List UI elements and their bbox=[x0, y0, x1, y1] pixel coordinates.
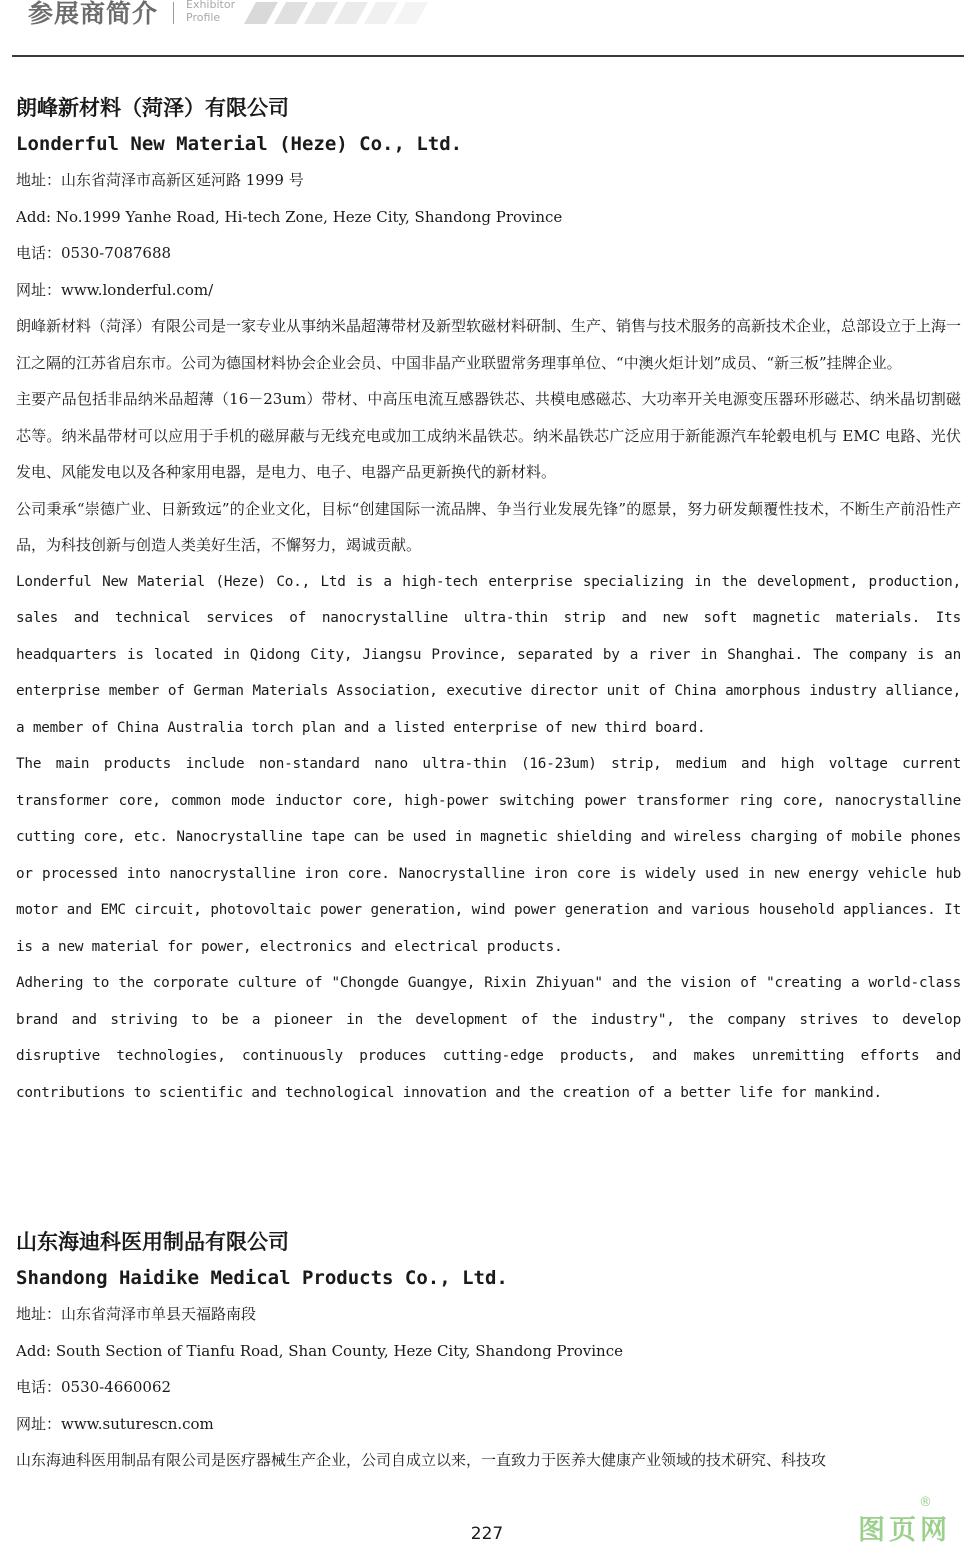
description-cn-paragraph: 朗峰新材料（菏泽）有限公司是一家专业从事纳米晶超薄带材及新型软磁材料研制、生产、销售与技术服务的高新技术企业，总部设立于上海一江之隔的江苏省启东市。公司为德国材料协会企业会员、中国非晶产业联盟常务理事单位、“中澳火炬计划”成员、“新三板”挂牌企业。 bbox=[16, 317, 962, 372]
company-name-cn: 山东海迪科医用制品有限公司 bbox=[16, 1230, 289, 1254]
description-cn-paragraph: 山东海迪科医用制品有限公司是医疗器械生产企业，公司自成立以来，一直致力于医养大健康产业领域的技术研究、科技攻 bbox=[16, 1451, 827, 1469]
description-en-paragraph: Adhering to the corporate culture of "Chongde Guangye, Rixin Zhiyuan" and the vision of "creating a world-class brand and striving to be a pioneer in the development of the industry", the company strives to develop disruptive technologies, continuously produces cutting-edge products, and makes unremitting efforts and contributions to scientific and technological innovation and the creation of a better life for mankind. bbox=[16, 975, 961, 1101]
description-en-paragraph: The main products include non-standard nano ultra-thin (16-23um) strip, medium and high voltage current transformer core, common mode inductor core, high-power switching power transformer ring core, nanocrystalline cutting core, etc. Nanocrystalline tape can be used in magnetic shielding and wireless charging of mobile phones or processed into nanocrystalline iron core. Nanocrystalline iron core is widely used in new energy vehicle hub motor and EMC circuit, photovoltaic power generation, wind power generation and various household appliances. It is a new material for power, electronics and electrical products. bbox=[16, 756, 961, 955]
address-en: Add: No.1999 Yanhe Road, Hi-tech Zone, Heze City, Shandong Province bbox=[16, 207, 563, 226]
address-en: Add: South Section of Tianfu Road, Shan County, Heze City, Shandong Province bbox=[16, 1341, 623, 1360]
description-cn-paragraph: 主要产品包括非品纳米品超薄（16－23um）带材、中高压电流互感器铁芯、共模电感磁芯、大功率开关电源变压器环形磁芯、纳米晶切割磁芯等。纳米晶带材可以应用于手机的磁屏蔽与无线充电或加工成纳米晶铁芯。纳米晶铁芯广泛应用于新能源汽车轮毂电机与 EMC 电路、光伏发电、风能发电以及各种家用电器，是电力、电子、电器产品更新换代的新材料。 bbox=[16, 390, 961, 481]
description-en-paragraph: Londerful New Material (Heze) Co., Ltd is a high-tech enterprise specializing in the development, production, sales and technical services of nanocrystalline ultra-thin strip and new soft magnetic materials. Its headquarters is located in Qidong City, Jiangsu Province, separated by a river in Shanghai. The company is an enterprise member of German Materials Association, executive director unit of China amorphous industry alliance, a member of China Australia torch plan and a listed enterprise of new third board. bbox=[16, 573, 961, 736]
description-cn-paragraph: 公司秉承“崇德广业、日新致远”的企业文化，目标“创建国际一流品牌、争当行业发展先锋”的愿景，努力研发颠覆性技术，不断生产前沿性产品，为科技创新与创造人类美好生活，不懈努力，竭诚贡献。 bbox=[16, 499, 961, 554]
header-divider bbox=[173, 2, 174, 24]
address-cn: 地址：山东省菏泽市高新区延河路 1999 号 bbox=[16, 171, 304, 189]
section-subtitle bbox=[186, 0, 235, 24]
header-rule bbox=[12, 55, 964, 57]
company-name-en: Shandong Haidike Medical Products Co., Ltd. bbox=[16, 1267, 508, 1289]
page-header bbox=[0, 0, 980, 58]
watermark-logo: 图页网 bbox=[858, 1515, 951, 1546]
exhibitor-haidike bbox=[16, 1224, 961, 1479]
section-subtitle-line1: Exhibitor bbox=[186, 0, 236, 11]
company-name-en: Londerful New Material (Heze) Co., Ltd. bbox=[16, 133, 463, 155]
section-title: 参展商简介 bbox=[28, 0, 159, 28]
address-cn: 地址：山东省菏泽市单县天福路南段 bbox=[16, 1305, 257, 1323]
company-name-cn: 朗峰新材料（菏泽）有限公司 bbox=[16, 96, 289, 120]
section-subtitle-line2: Profile bbox=[186, 11, 221, 24]
exhibitor-londerful bbox=[16, 90, 961, 1111]
registered-mark: ® bbox=[919, 1495, 932, 1510]
website: 网址：www.suturescn.com bbox=[16, 1414, 214, 1433]
header-stripes-decoration bbox=[234, 2, 434, 24]
phone: 电话：0530-4660062 bbox=[16, 1378, 172, 1396]
phone: 电话：0530-7087688 bbox=[16, 244, 172, 262]
page-number: 227 bbox=[470, 1524, 504, 1544]
website: 网址：www.londerful.com/ bbox=[16, 280, 214, 299]
